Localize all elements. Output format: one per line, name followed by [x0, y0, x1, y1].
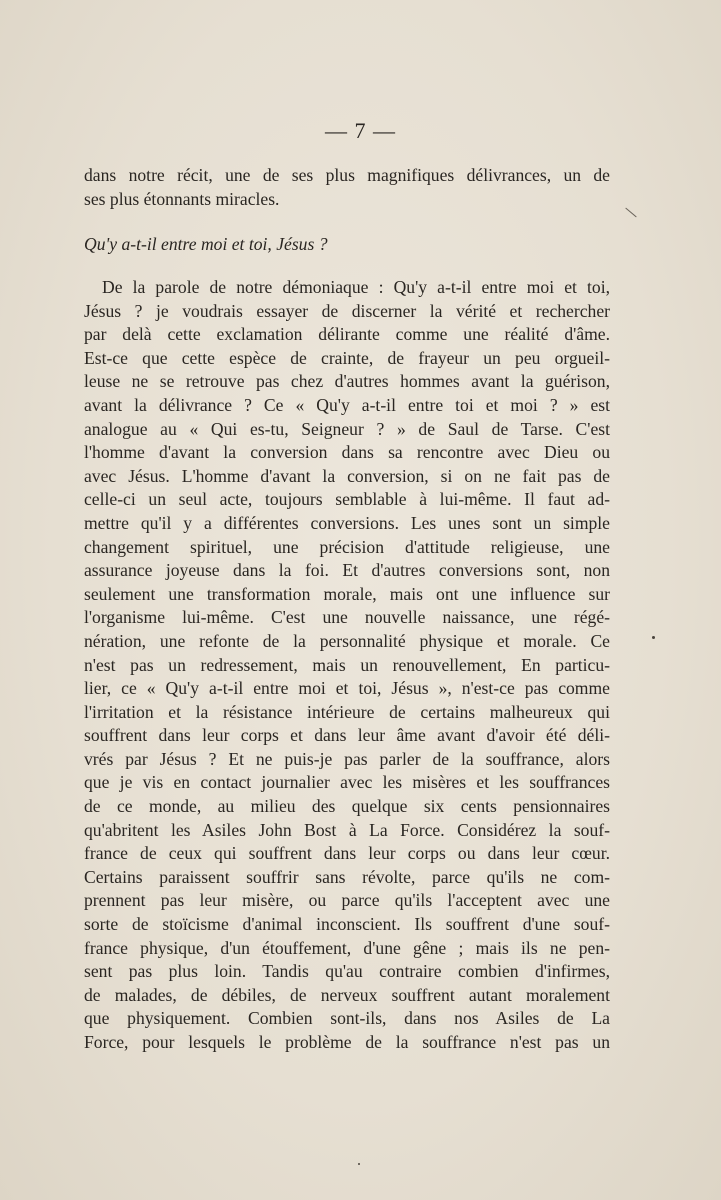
paragraph-intro — [84, 164, 610, 211]
text-line: assurance joyeuse dans la foi. Et d'autres conversions sont, non — [84, 560, 610, 581]
text-line: que physiquement. Combien sont-ils, dans nos Asiles de La — [84, 1008, 610, 1029]
text-line: l'organisme lui-même. C'est une nouvelle naissance, une régé- — [84, 607, 610, 628]
text-line: analogue au « Qui es-tu, Seigneur ? » de Saul de Tarse. C'est — [84, 418, 610, 439]
page-number: — 7 — — [325, 118, 396, 143]
text-line: lier, ce « Qu'y a-t-il entre moi et toi, Jésus », n'est-ce pas comme — [84, 678, 610, 699]
text-line: nération, une refonte de la personnalité physique et morale. Ce — [84, 630, 610, 651]
text-line: de ce monde, au milieu des quelque six cents pensionnaires — [84, 796, 610, 817]
paper-scratch — [625, 208, 636, 218]
text-line: avant la délivrance ? Ce « Qu'y a-t-il entre toi et moi ? » est — [84, 394, 610, 415]
text-line: celle-ci un seul acte, toujours semblable à lui-même. Il faut ad- — [84, 489, 610, 510]
text-line: souffrent dans leur corps et dans leur âme avant d'avoir été déli- — [84, 725, 610, 746]
text-line: dans notre récit, une de ses plus magnifiques délivrances, un de — [84, 165, 610, 185]
text-line: mettre qu'il y a différentes conversions. Les unes sont un simple — [84, 512, 610, 533]
text-line: leuse ne se retrouve pas chez d'autres hommes avant la guérison, — [84, 371, 610, 392]
text-line: prennent pas leur misère, ou parce qu'ils l'acceptent avec une — [84, 890, 610, 911]
text-line: l'homme d'avant la conversion dans sa rencontre avec Dieu ou — [84, 442, 610, 463]
text-line: l'irritation et la résistance intérieure de certains malheureux qui — [84, 701, 610, 722]
text-line: De la parole de notre démoniaque : Qu'y a-t-il entre moi et toi, — [102, 277, 610, 297]
text-line: Est-ce que cette espèce de crainte, de frayeur un peu orgueil- — [84, 347, 610, 368]
text-line: ses plus étonnants miracles. — [84, 188, 280, 209]
text-line: vrés par Jésus ? Et ne puis-je pas parler de la souffrance, alors — [84, 748, 610, 769]
text-line: france de ceux qui souffrent dans leur corps ou dans leur cœur. — [84, 843, 610, 864]
text-line: sent pas plus loin. Tandis qu'au contraire combien d'infirmes, — [84, 961, 610, 982]
text-line: sorte de stoïcisme d'animal inconscient. Ils souffrent d'une souf- — [84, 914, 610, 935]
section-heading: Qu'y a-t-il entre moi et toi, Jésus ? — [84, 234, 328, 254]
text-line: changement spirituel, une précision d'attitude religieuse, une — [84, 536, 610, 557]
text-line: que je vis en contact journalier avec les misères et les souffrances — [84, 772, 610, 793]
text-line: qu'abritent les Asiles John Bost à La Force. Considérez la souf- — [84, 819, 610, 840]
text-line: n'est pas un redressement, mais un renouvellement, En particu- — [84, 654, 610, 675]
paragraph-main — [84, 276, 610, 1055]
paper-speck — [358, 1163, 360, 1165]
text-line: par delà cette exclamation délirante comme une réalité d'âme. — [84, 324, 610, 345]
text-line: Force, pour lesquels le problème de la souffrance n'est pas un — [84, 1032, 610, 1052]
text-line: de malades, de débiles, de nerveux souffrent autant moralement — [84, 984, 610, 1005]
text-line: Jésus ? je voudrais essayer de discerner la vérité et rechercher — [84, 300, 610, 321]
paper-speck — [652, 636, 655, 639]
text-line: seulement une transformation morale, mais ont une influence sur — [84, 583, 610, 604]
text-line: avec Jésus. L'homme d'avant la conversion, si on ne fait pas de — [84, 465, 610, 486]
text-line: france physique, d'un étouffement, d'une gêne ; mais ils ne pen- — [84, 937, 610, 958]
text-line: Certains paraissent souffrir sans révolte, parce qu'ils ne com- — [84, 866, 610, 887]
